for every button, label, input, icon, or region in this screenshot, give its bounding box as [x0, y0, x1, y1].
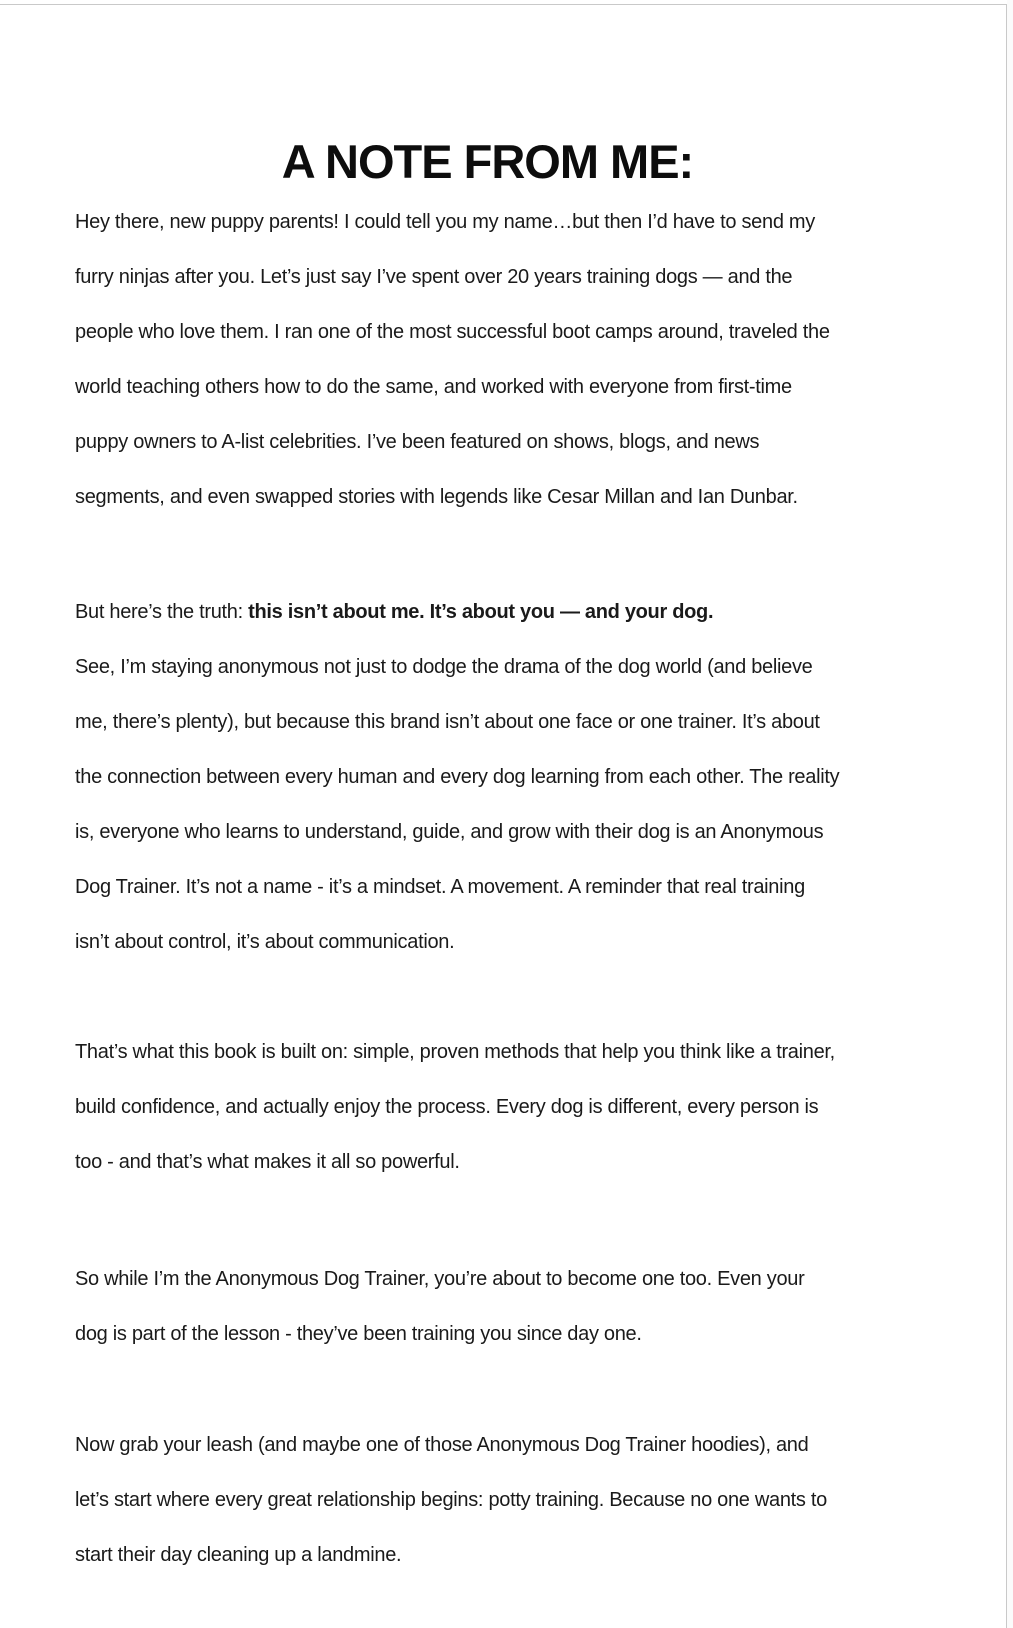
text-line: the connection between every human and every dog learning from each other. The reality: [75, 766, 840, 788]
paragraph-truth: [75, 585, 935, 970]
text-line: too - and that’s what makes it all so powerful.: [75, 1151, 460, 1173]
text-line: build confidence, and actually enjoy the process. Every dog is different, every person is: [75, 1096, 819, 1118]
page-title: A NOTE FROM ME:: [281, 135, 694, 189]
text-line: So while I’m the Anonymous Dog Trainer, you’re about to become one too. Even your: [75, 1268, 805, 1290]
lead-normal-text: But here’s the truth:: [75, 601, 249, 623]
text-line: dog is part of the lesson - they’ve been training you since day one.: [75, 1323, 642, 1345]
document-page: [75, 0, 935, 1628]
paragraph-book-purpose: [75, 1025, 935, 1190]
paragraph-become-trainer: [75, 1252, 935, 1362]
text-line: world teaching others how to do the same, and worked with everyone from first-time: [75, 376, 792, 398]
text-line: me, there’s plenty), but because this brand isn’t about one face or one trainer. It’s about: [75, 711, 820, 733]
text-line: start their day cleaning up a landmine.: [75, 1544, 402, 1566]
text-line: Now grab your leash (and maybe one of those Anonymous Dog Trainer hoodies), and: [75, 1434, 809, 1456]
paragraph-intro: [75, 195, 935, 525]
page-right-border: [1006, 4, 1007, 1628]
text-line: isn’t about control, it’s about communication.: [75, 931, 455, 953]
text-line: See, I’m staying anonymous not just to dodge the drama of the dog world (and believe: [75, 656, 813, 678]
text-line: Dog Trainer. It’s not a name - it’s a mindset. A movement. A reminder that real training: [75, 876, 805, 898]
text-line: Hey there, new puppy parents! I could tell you my name…but then I’d have to send my: [75, 211, 815, 233]
text-line: let’s start where every great relationship begins: potty training. Because no one wants to: [75, 1489, 827, 1511]
lead-bold-text: this isn’t about me. It’s about you — and your dog.: [248, 601, 714, 623]
text-line: people who love them. I ran one of the most successful boot camps around, traveled the: [75, 321, 830, 343]
text-line: [75, 585, 935, 640]
text-line: puppy owners to A-list celebrities. I’ve been featured on shows, blogs, and news: [75, 431, 760, 453]
text-line: furry ninjas after you. Let’s just say I’ve spent over 20 years training dogs — and the: [75, 266, 793, 288]
text-line: segments, and even swapped stories with legends like Cesar Millan and Ian Dunbar.: [75, 486, 798, 508]
text-line: That’s what this book is built on: simple, proven methods that help you think like a trainer,: [75, 1041, 835, 1063]
paragraph-closing: [75, 1418, 935, 1583]
viewer-background: [1007, 0, 1013, 1628]
text-line: is, everyone who learns to understand, guide, and grow with their dog is an Anonymous: [75, 821, 824, 843]
